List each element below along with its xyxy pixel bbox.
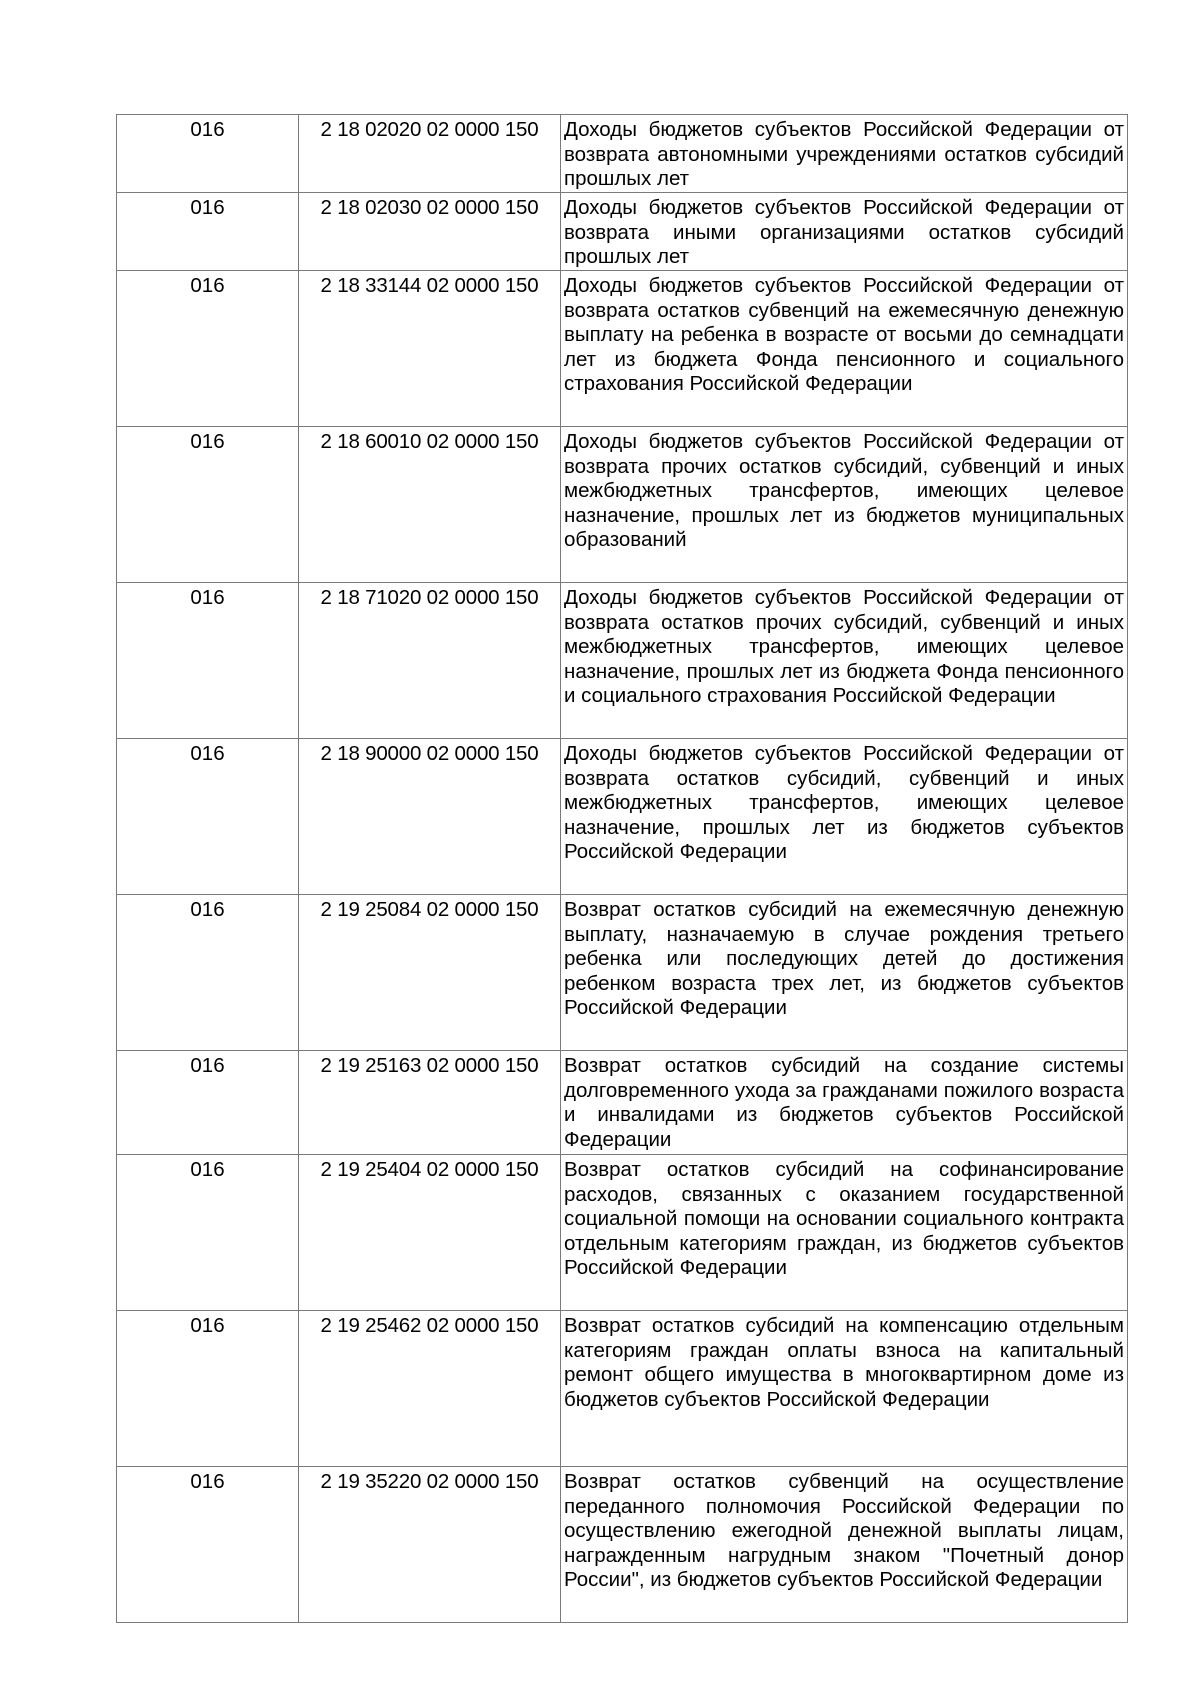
table-row xyxy=(117,1311,1128,1467)
table-row xyxy=(117,895,1128,1051)
admin-code-cell: 016 xyxy=(117,1051,299,1155)
income-name-cell: Доходы бюджетов субъектов Российской Федерации от возврата остатков субвенций на ежемесячную денежную выплату на ребенка в возрасте от восьми до семнадцати лет из бюджета Фонда пенсионного и социального страхования Российской Федерации xyxy=(561,271,1128,427)
budget-code-cell: 2 19 25163 02 0000 150 xyxy=(299,1051,561,1155)
admin-code-cell: 016 xyxy=(117,427,299,583)
table-row xyxy=(117,1155,1128,1311)
budget-code-cell: 2 18 71020 02 0000 150 xyxy=(299,583,561,739)
budget-code-cell: 2 19 35220 02 0000 150 xyxy=(299,1467,561,1623)
income-name-cell: Возврат остатков субсидий на создание системы долговременного ухода за гражданами пожилого возраста и инвалидами из бюджетов субъектов Российской Федерации xyxy=(561,1051,1128,1155)
income-name-cell: Возврат остатков субсидий на ежемесячную денежную выплату, назначаемую в случае рождения третьего ребенка или последующих детей до достижения ребенком возраста трех лет, из бюджетов субъектов Российской Федерации xyxy=(561,895,1128,1051)
table-row xyxy=(117,115,1128,193)
budget-code-cell: 2 18 33144 02 0000 150 xyxy=(299,271,561,427)
income-name-cell: Доходы бюджетов субъектов Российской Федерации от возврата автономными учреждениями остатков субсидий прошлых лет xyxy=(561,115,1128,193)
budget-code-cell: 2 18 02020 02 0000 150 xyxy=(299,115,561,193)
budget-codes-table xyxy=(116,114,1128,1623)
budget-code-cell: 2 18 60010 02 0000 150 xyxy=(299,427,561,583)
income-name-cell: Доходы бюджетов субъектов Российской Федерации от возврата остатков субсидий, субвенций и иных межбюджетных трансфертов, имеющих целевое назначение, прошлых лет из бюджетов субъектов Российской Федерации xyxy=(561,739,1128,895)
income-name-cell: Возврат остатков субвенций на осуществление переданного полномочия Российской Федерации по осуществлению ежегодной денежной выплаты лицам, награжденным нагрудным знаком "Почетный донор России", из бюджетов субъектов Российской Федерации xyxy=(561,1467,1128,1623)
admin-code-cell: 016 xyxy=(117,1155,299,1311)
table-row xyxy=(117,583,1128,739)
budget-code-cell: 2 19 25462 02 0000 150 xyxy=(299,1311,561,1467)
table-row xyxy=(117,427,1128,583)
admin-code-cell: 016 xyxy=(117,895,299,1051)
admin-code-cell: 016 xyxy=(117,739,299,895)
admin-code-cell: 016 xyxy=(117,1467,299,1623)
budget-code-cell: 2 18 02030 02 0000 150 xyxy=(299,193,561,271)
admin-code-cell: 016 xyxy=(117,193,299,271)
income-name-cell: Доходы бюджетов субъектов Российской Федерации от возврата иными организациями остатков субсидий прошлых лет xyxy=(561,193,1128,271)
budget-code-cell: 2 19 25404 02 0000 150 xyxy=(299,1155,561,1311)
income-name-cell: Возврат остатков субсидий на компенсацию отдельным категориям граждан оплаты взноса на капитальный ремонт общего имущества в многоквартирном доме из бюджетов субъектов Российской Федерации xyxy=(561,1311,1128,1467)
table-row xyxy=(117,739,1128,895)
income-name-cell: Возврат остатков субсидий на софинансирование расходов, связанных с оказанием государственной социальной помощи на основании социального контракта отдельным категориям граждан, из бюджетов субъектов Российской Федерации xyxy=(561,1155,1128,1311)
budget-code-cell: 2 19 25084 02 0000 150 xyxy=(299,895,561,1051)
budget-code-cell: 2 18 90000 02 0000 150 xyxy=(299,739,561,895)
income-name-cell: Доходы бюджетов субъектов Российской Федерации от возврата остатков прочих субсидий, субвенций и иных межбюджетных трансфертов, имеющих целевое назначение, прошлых лет из бюджета Фонда пенсионного и социального страхования Российской Федерации xyxy=(561,583,1128,739)
admin-code-cell: 016 xyxy=(117,583,299,739)
table-row xyxy=(117,193,1128,271)
admin-code-cell: 016 xyxy=(117,1311,299,1467)
income-name-cell: Доходы бюджетов субъектов Российской Федерации от возврата прочих остатков субсидий, субвенций и иных межбюджетных трансфертов, имеющих целевое назначение, прошлых лет из бюджетов муниципальных образований xyxy=(561,427,1128,583)
table-row xyxy=(117,271,1128,427)
table-row xyxy=(117,1467,1128,1623)
table-row xyxy=(117,1051,1128,1155)
admin-code-cell: 016 xyxy=(117,115,299,193)
admin-code-cell: 016 xyxy=(117,271,299,427)
